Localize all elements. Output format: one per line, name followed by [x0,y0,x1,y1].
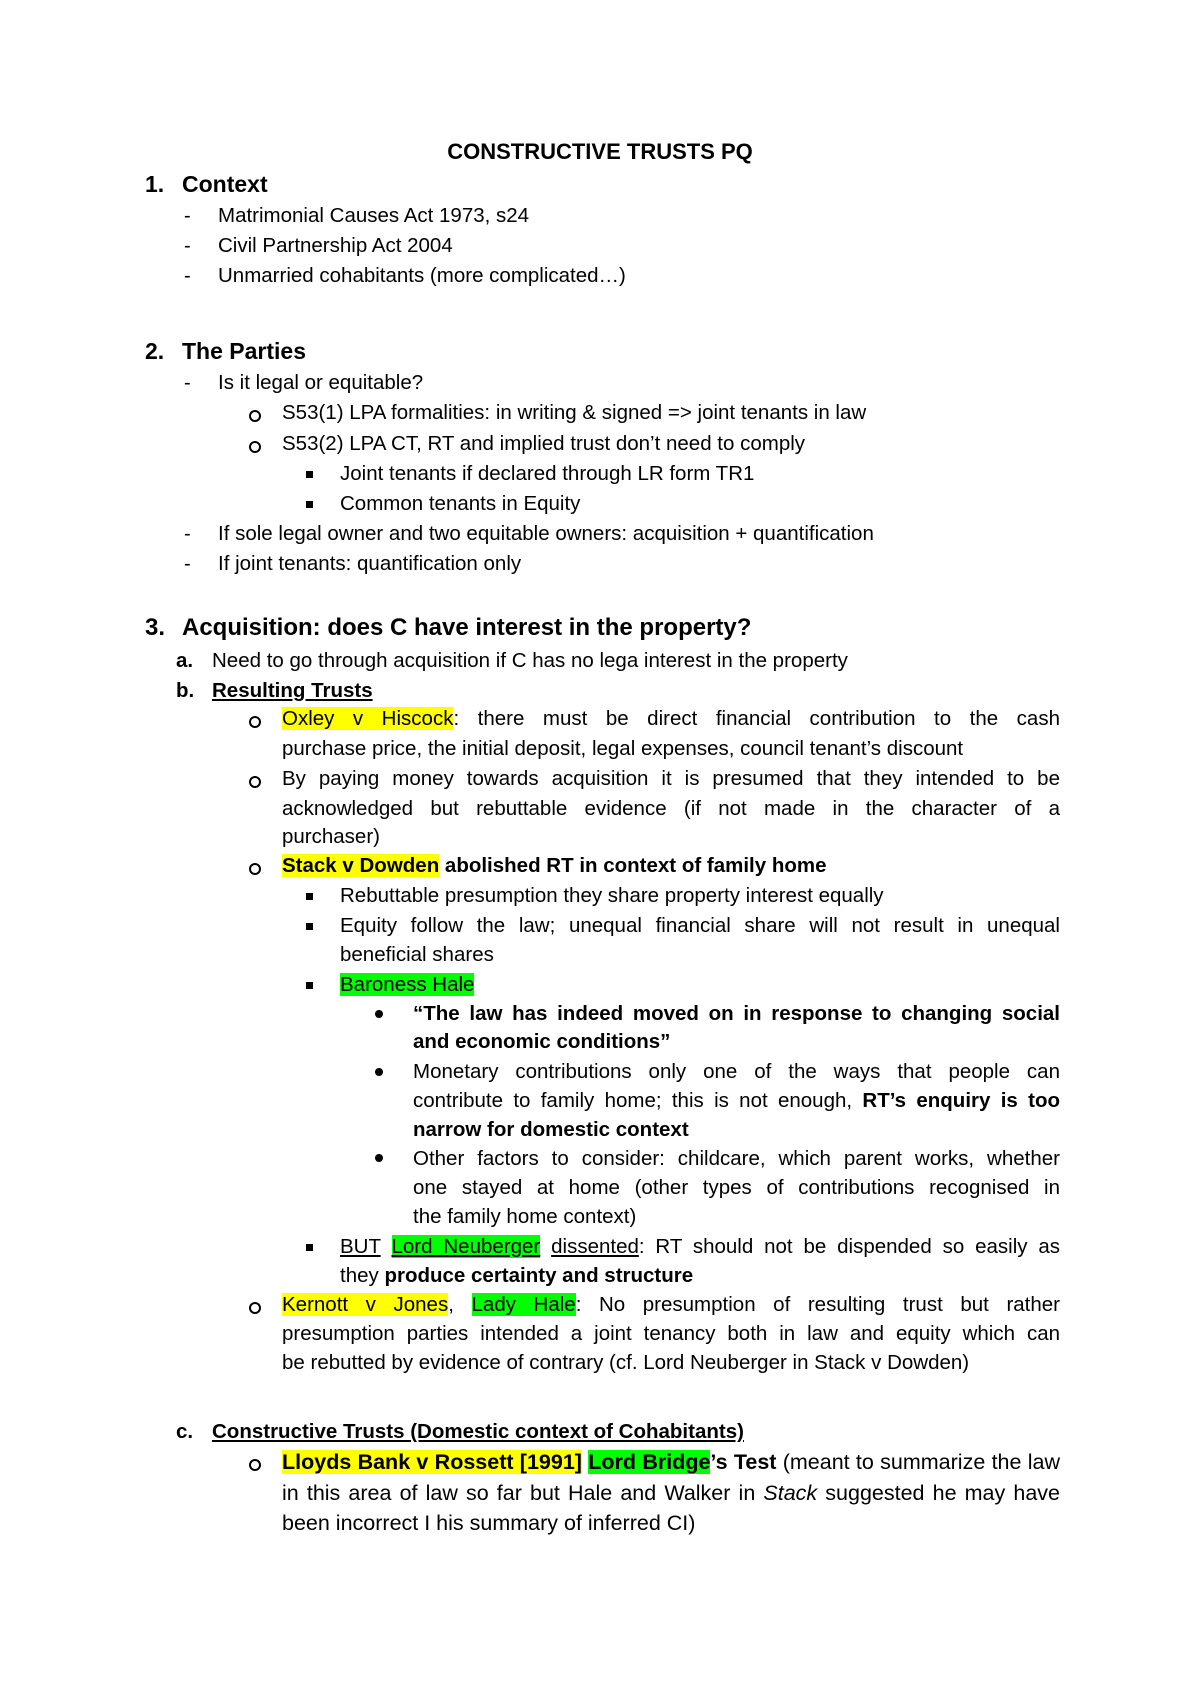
list-marker-b: b. [176,679,195,702]
circle-bullet-icon [249,716,261,728]
text-line: beneficial shares [340,943,494,966]
text-line [340,1262,693,1290]
list-item: If sole legal owner and two equitable owners: acquisition + quantification [218,522,874,545]
text-span: contribute to family home; this is not enough, [413,1089,863,1112]
dash-marker: - [184,205,191,227]
list-item: Unmarried cohabitants (more complicated…) [218,264,626,287]
dot-bullet-icon [375,1068,383,1076]
section-3-heading: Acquisition: does C have interest in the property? [182,614,752,641]
list-item: Common tenants in Equity [340,492,581,515]
text-line: Rebuttable presumption they share property interest equally [340,884,884,907]
italic-span: Stack [763,1481,818,1505]
text-span: (meant to summarize the law [776,1450,1060,1474]
circle-bullet-icon [249,1302,261,1314]
section-1-number: 1. [145,171,165,197]
text-span: they [340,1264,385,1287]
list-marker-a: a. [176,649,194,672]
judge-name-highlight: Baroness Hale [340,973,475,996]
text-span: in this area of law so far but Hale and Walker in [282,1481,764,1505]
square-bullet-icon [306,923,313,930]
section-2-heading: The Parties [182,338,306,364]
list-item: Joint tenants if declared through LR form TR1 [340,462,755,485]
judge-name-highlight: Lord Bridge [588,1450,711,1474]
circle-bullet-icon [249,441,261,453]
dash-marker: - [184,235,191,257]
section-1-heading: Context [182,171,268,197]
text-line: the family home context) [413,1205,637,1228]
case-name-highlight: Stack v Dowden [282,854,440,877]
case-line [282,852,827,880]
quote-line: “The law has indeed moved on in response to changing social [413,1002,1060,1025]
section-2-number: 2. [145,338,165,364]
text-line: Equity follow the law; unequal financial share will not result in unequal [340,914,1060,937]
square-bullet-icon [306,982,313,989]
list-item: Need to go through acquisition if C has no lega interest in the property [212,649,848,672]
text-line [413,1087,1060,1115]
text-span: , [448,1293,454,1316]
text-line: acknowledged but rebuttable evidence (if not made in the character of a [282,797,1060,820]
underlined-span: dissented [551,1235,639,1258]
list-marker-c: c. [176,1420,194,1443]
text-line [340,971,474,999]
case-line [282,1291,1060,1319]
page-title: CONSTRUCTIVE TRUSTS PQ [447,139,753,164]
list-item: Is it legal or equitable? [218,371,424,394]
case-line [282,705,1060,733]
text-line: Monetary contributions only one of the ways that people can [413,1060,1060,1083]
list-item: S53(2) LPA CT, RT and implied trust don’t need to comply [282,432,806,455]
text-span: : No presumption of resulting trust but rather [575,1293,1060,1316]
text-line: be rebutted by evidence of contrary (cf. Lord Neuberger in Stack v Dowden) [282,1351,970,1374]
dash-marker: - [184,553,191,575]
text-line: By paying money towards acquisition it is presumed that they intended to be [282,767,1060,790]
list-item: If joint tenants: quantification only [218,552,522,575]
circle-bullet-icon [249,410,261,422]
circle-bullet-icon [249,776,261,788]
text-span: suggested he may have [817,1481,1060,1505]
text-line [282,1479,1060,1507]
bold-span: ’s Test [710,1450,777,1474]
case-line: purchase price, the initial deposit, legal expenses, council tenant’s discount [282,737,964,760]
square-bullet-icon [306,471,313,478]
list-item: Matrimonial Causes Act 1973, s24 [218,204,530,227]
case-name-highlight: Kernott v Jones [282,1293,449,1316]
judge-name-highlight: Lord Neuberger [391,1235,541,1258]
circle-bullet-icon [249,1459,261,1471]
section-3-number: 3. [145,614,166,641]
list-item: S53(1) LPA formalities: in writing & signed => joint tenants in law [282,401,867,424]
dash-marker: - [184,265,191,287]
subsection-heading-constructive-trusts: Constructive Trusts (Domestic context of Cohabitants) [212,1420,744,1443]
text-line: narrow for domestic context [413,1118,689,1141]
text-span: : there must be direct financial contribution to the cash [453,707,1060,730]
quote-line: and economic conditions” [413,1030,671,1053]
text-span: : RT should not be dispended so easily as [638,1235,1060,1258]
underlined-span: BUT [340,1235,381,1258]
text-line: Other factors to consider: childcare, which parent works, whether [413,1147,1060,1170]
dash-marker: - [184,523,191,545]
text-line: one stayed at home (other types of contributions recognised in [413,1176,1060,1199]
text-line [340,1233,1060,1261]
text-line: presumption parties intended a joint tenancy both in law and equity which can [282,1322,1060,1345]
text-line: been incorrect I his summary of inferred CI) [282,1511,696,1535]
judge-name-highlight: Lady Hale [471,1293,576,1316]
subsection-heading-resulting-trusts: Resulting Trusts [212,679,373,702]
dash-marker: - [184,372,191,394]
case-line [282,1448,1060,1476]
dot-bullet-icon [375,1154,383,1162]
circle-bullet-icon [249,863,261,875]
dot-bullet-icon [375,1010,383,1018]
list-item: Civil Partnership Act 2004 [218,234,453,257]
square-bullet-icon [306,1244,313,1251]
case-name-highlight: Oxley v Hiscock [282,707,454,730]
case-name-highlight: Lloyds Bank v Rossett [1991] [282,1450,582,1474]
text-span: abolished RT in context of family home [439,854,827,877]
square-bullet-icon [306,501,313,508]
bold-span: RT’s enquiry is too [862,1089,1060,1112]
square-bullet-icon [306,893,313,900]
bold-span: produce certainty and structure [384,1264,694,1287]
text-line: purchaser) [282,825,380,848]
